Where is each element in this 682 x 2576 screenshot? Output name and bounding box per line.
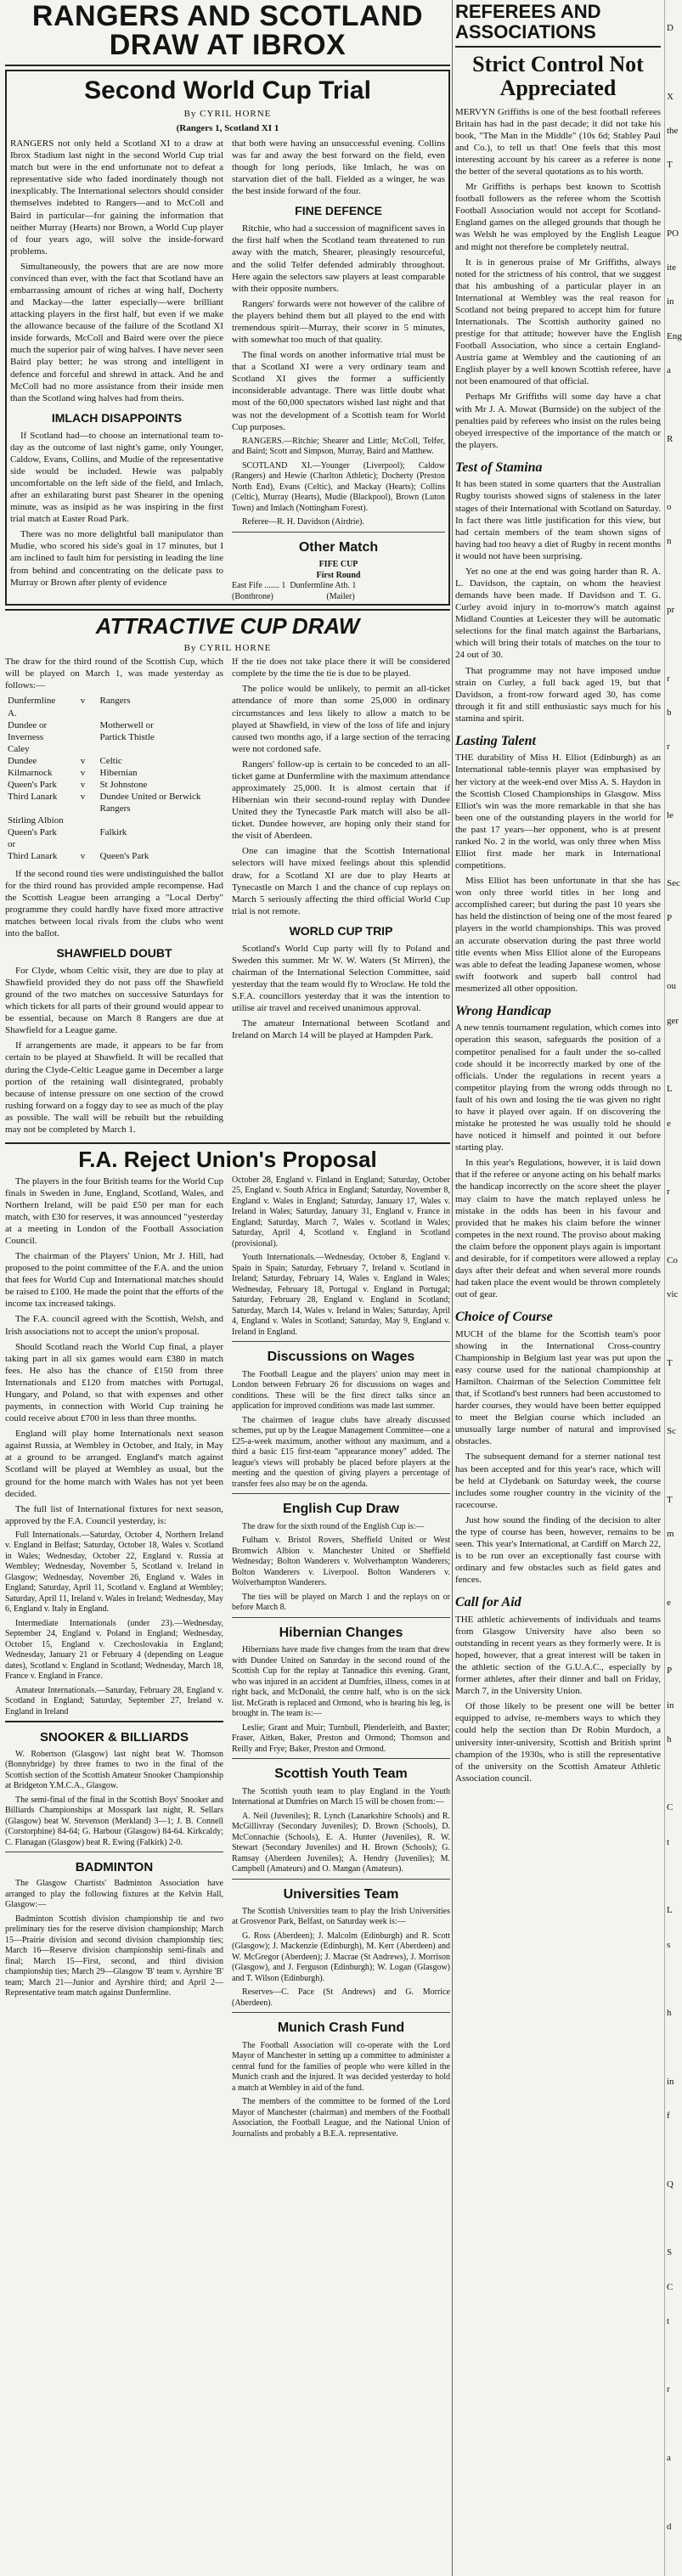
cup-tie-row — [5, 767, 223, 779]
english-cup-para: Fulham v. Bristol Rovers, Sheffield United or West Bromwich Albion v. Manchester United or Sheffield Wednesday; Bolton Wanderers v. Wolverhampton Wanderers; Bolton Wanderers v. Liverpool. Bolton Wanderers v. Wolverhampton Wanderers. — [232, 1536, 450, 1588]
cup-tie-home: Third Lanark — [8, 851, 58, 862]
divider — [232, 1758, 450, 1759]
fa-fixtures: Full Internationals.—Saturday, October 4, Northern Ireland v. England in Belfast; Saturday, October 18, Wales v. Scotland in Wales; Wednesday, October 22, England v. Russia at Wembley; Wednesday, November 5, Scotland v. Ireland in Glasgow; Wednesday, November 26, England v. Wales in England; Saturday, April 11, Scotland v. England at Wembley; Saturday, April 11, Ireland v. Wales in Ireland; Wednesday, May 6, England v. Italy in England. — [5, 1530, 223, 1615]
edge-fragment — [665, 1870, 680, 1882]
cup-tie-versus — [69, 826, 98, 850]
right-para: Perhaps Mr Griffiths will some day have a chat with Mr J. A. Mowat (Burnside) on the subject of the penalties paid by referees who insist on the rules being obeyed irrespective of the importance of the match or the players. — [455, 392, 661, 450]
right-para: MUCH of the blame for the Scottish team's poor showing in the International Cross-country Championship in Belgium last year was put upon the easy course used for the national championship at Hamilton. Chairman of the Selection Committee felt that, if Scotland's best runners had been accustomed to harder courses, they would have been better equipped to meet the Belgian course which included an unusually large number of natural and improvised obstacles. — [455, 1328, 661, 1447]
cup-tie-row — [5, 815, 223, 826]
cup-para: The police would be unlikely, to permit an all-ticket attendance of more than some 25,000 in ordinary circumstances and less likely to allow a match to be played at Shawfield, in view of the loss of life and injury caused two months ago, if a large section of the terracing were not cordoned safe. — [232, 684, 450, 754]
wc-para: If Scotland had—to choose an international team to-day as the outcome of last night's game, only Younger, Caldow, Evans, Collins, and Mudie of the representative side would be included. Hewie was palpably uncomfortable on the left side of the field, and Imlach, after an exhilarating burst past Shearer in the opening minute, was as insipid as he was inspiring in the first trial match at Easter Road Park. — [10, 430, 223, 525]
other-league: FIFE CUP — [318, 560, 358, 570]
youth-para: The Scottish youth team to play England in the Youth International at Dumfries on March 15 will be chosen from:— — [232, 1786, 450, 1807]
edge-fragment: f — [667, 2111, 670, 2122]
edge-fragment: ger — [667, 1015, 679, 1026]
right-para: In this year's Regulations, however, it is laid down that if the referee or anyone acting on his behalf marks the handicap incorrectly on the score sheet the player may claim to have the match replayed unless he mistake in the odds has been in his favour and provided that he makes his claim before the winner competes in the next round. The proviso about making the claim before the opponent plays again is important and desirable, for if competitors were allowed a replay days after their defeat and when several more rounds had taken place the event would be thrown completely out of gear. — [455, 1158, 661, 1300]
edge-fragment — [665, 2486, 680, 2498]
right-para: Miss Elliot has been unfortunate in that she has won only three world titles in her long and accomplished career; but during the past 10 years she has held the distinction of being one of the most feared players in the world championships. This was proved an accurate observation during the past three world title events when Miss Elliot alone of the Europeans was able to defeat the leading Japanese women, whose swift footwork and superb ball control had mesmerized all other opposition. — [455, 876, 661, 994]
cup-tie-away: Partick Thistle — [99, 731, 155, 742]
edge-fragment: r — [667, 1187, 670, 1198]
wc-subhead: FINE DEFENCE — [295, 204, 382, 218]
edge-fragment: r — [667, 741, 670, 753]
cup-tie-away: Falkirk — [99, 827, 127, 838]
edge-fragment: C — [667, 1802, 674, 1813]
cup-tie-versus: v — [80, 851, 86, 862]
right-body — [455, 106, 661, 1784]
right-para: That programme may not have imposed undue strain on Curley, a full back aged 19, but that Davidson, a front-row forward aged 30, has come through it fit and still enthusiastic says much for his stamina and spirit. — [455, 665, 661, 724]
cup-para: For Clyde, whom Celtic visit, they are due to play at Shawfield provided they do not pass off the Shawfield ground of the two matches on successive Saturdays for which tickets for all parts of their ground would appear to be essential, because on March 8 Rangers are due at Shawfield for a League game. — [5, 965, 223, 1036]
fa-fixtures: Intermediate Internationals (under 23).—Wednesday, September 24, England v. Poland in England; Wednesday, October 15, England v. Czechoslovakia in England; Wednesday, January 21 or February 4 (depending on League dates), Scotland v. England in Scotland; Wednesday, March 18, France v. England in France. — [5, 1618, 223, 1682]
divider — [5, 65, 450, 66]
edge-fragment: ite — [667, 262, 676, 273]
cup-para: The draw for the third round of the Scottish Cup, which will be played on March 1, was made yesterday as follows:— — [5, 657, 223, 691]
snooker-title: SNOOKER & BILLIARDS — [39, 1730, 189, 1745]
right-subhead: Call for Aid — [455, 1595, 521, 1610]
right-title: Strict Control Not Appreciated — [472, 51, 644, 101]
wc-byline: By CYRIL HORNE — [183, 109, 272, 119]
wc-col-2 — [232, 138, 445, 602]
edge-fragment: e — [667, 1597, 671, 1608]
divider — [232, 1617, 450, 1618]
main-column — [5, 0, 450, 2143]
cup-tie-versus — [69, 731, 98, 755]
edge-fragment — [665, 775, 680, 787]
right-para: A new tennis tournament regulation, which comes into operation this season, safeguards the position of a competitor penalised for a fault under the so-called code should it be incorrectly marked by one of the officials. Under the regulations in recent years a competitor playing from the wrong odds through no fault of his own and losing the tie was given no right to have it played over again. If on discovering the mistake he protested he was usually told he should have noticed it himself and pointed it out before starting play. — [455, 1023, 661, 1153]
edge-fragment: Eng — [667, 330, 682, 341]
edge-fragment: ou — [667, 981, 676, 992]
hibernian-para: Hibernians have made five changes from the team that drew with Dundee United on Saturday in the second round of the Scottish Cup for the replay at Tannadice this evening. Grant, who was injured in an accident at Dumfries, illness, comes in at right back, and McDonald, the centre half, who is on the sick list. McGrath is replaced and Ormond, who is hearing his leg, is brought in. The team is:— — [232, 1645, 450, 1719]
english-cup-para: The ties will be played on March 1 and the replays on or before March 8. — [232, 1592, 450, 1613]
edge-fragment — [665, 467, 680, 479]
edge-fragment: C — [667, 2281, 674, 2292]
cup-tie-row — [5, 695, 223, 719]
divider — [232, 1493, 450, 1494]
right-para: It has been stated in some quarters that the Australian Rugby tourists showed signs of staleness in the later stages of their International with Scotland on Saturday. In fact there was little justification for this view, but had certain members of the team shown signs of having had too heavy a diet of Rugby in recent months it would not have been surprising. — [455, 479, 661, 561]
right-subhead: Test of Stamina — [455, 459, 543, 475]
munich-para: The members of the committee to be formed of the Lord Mayor of Manchester (chairman) and members of the Football Association, the Football League, and the National Union of Journalists and probably a B.E.A. representative. — [232, 2097, 450, 2139]
edge-fragment: r — [667, 2384, 670, 2395]
badminton-para: Badminton Scottish division championship tie and two preliminary ties for the reserve division championship; March 15—Prairie division and second division championship ties; March 16—Reserve division championship semi-finals and final; March 15—First, second, and third division championship ties; March 29—Glasgow 'B' team v. Ayrshire 'B' team; March 21—Junior and Ayrshire third; and April 2—Representative team match against Dunfermline. — [5, 1914, 223, 1998]
right-para: THE durability of Miss H. Elliot (Edinburgh) as an International table-tennis player was emphasised by her victory at the week-end over Miss A. S. Haydon in the Scottish Closed Championships in Glasgow. Miss Elliot's win was the more remarkable in that she has been one of the outstanding players in the world for the past 17 years—her opponent, who is at present ranked No. 2 in the world, was only three when Miss Elliot first made her mark in International competitions. — [455, 753, 661, 871]
edge-fragment — [665, 1049, 680, 1061]
right-para: Just how sound the finding of the decision to alter the type of course has been, however, remains to be seen. This year's International, at Cardiff on March 22, is to be run over an exceptionally fast course with ordinary and few obstacles such as field gates and fences. — [455, 1514, 661, 1586]
cup-tie-away: Queen's Park — [99, 851, 149, 862]
universities-para: G. Ross (Aberdeen); J. Malcolm (Edinburgh) and R. Scott (Glasgow); J. Mackenzie (Edinburgh), M. Kerr (Aberdeen) and W. McGregor (Aberdeen); J. Macrae (St Andrews), J. Morrison (Glasgow), and J. Ferguson (Edinburgh); W. Logan (Glasgow) and T. Wilson (Edinburgh). — [232, 1931, 450, 1983]
cup-col-1 — [5, 656, 223, 1139]
edge-fragment: P — [667, 912, 673, 923]
divider — [232, 532, 445, 533]
universities-para: The Scottish Universities team to play the Irish Universities at Grosvenor Park, Belfast, on Saturday week is:— — [232, 1906, 450, 1927]
cup-tie-home: Dunfermline A. — [8, 696, 56, 719]
cup-tie-away: Hibernian — [99, 767, 138, 778]
wc-para: Simultaneously, the powers that are are now more convinced than ever, with the fact that Scotland have an embarrassing amount of riches at wing half, Docherty and Mackay—the latter especially—were brilliant attacking players in the first half, but even if we make the allowance because of the failure of the Scotland XI inside forwards, McColl and Baird were over the piece much the superior pair of wing halves. I have never seen Baird play better; he was strong and intelligent in defence and forceful and shrewd in attack. And he and McColl had no more assistance from their inside men than the Scotland wing halves had from theirs. — [10, 261, 223, 403]
english-cup-title: English Cup Draw — [283, 1502, 399, 1517]
column-rule — [452, 0, 453, 2576]
edge-fragment: T — [667, 1494, 673, 1505]
edge-fragment: PO — [667, 228, 679, 239]
cup-tie-versus: v — [80, 755, 86, 766]
cup-para: If the second round ties were undistinguished the ballot for the third round has provided ample recompense. Had the Scottish League been arranging a "Local Derby" programme they could hardly have fixed more attractive matches between local rivals from the clubs who went into the ballot. — [5, 868, 223, 939]
fa-col-1 — [5, 1175, 223, 2144]
wc-para: that both were having an unsuccessful evening. Collins was far and away the best forward on the field, even though for long periods, like Imlach, he was on starvation diet of the ball. Fielded as a winger, he was the best inside forward of the four. — [232, 138, 445, 197]
wc-para: The final words on another informative trial must be that a Scotland XI were a very ordinary team and Scotland XI gives the former a sufficiently inconsiderable advantage. There was little doubt what most of the 60,000 spectators wished last night and that was not the development of a Scottish team for World Cup purposes. — [232, 350, 445, 432]
cup-tie-row — [5, 719, 223, 731]
edge-fragment: e — [667, 1118, 671, 1129]
right-para: MERVYN Griffiths is one of the best football referees Britain has had in the past decade; it did not take his book, "The Man in the Middle" (10s 6d; Stabley Paul and Co.), to tell us that! One feels that this most interesting account by his career as a referee is none the better of the several quotations as to his worth. — [455, 106, 661, 178]
right-para: THE athletic achievements of individuals and teams from Glasgow University have also been so outstanding in recent years as they formerly were. It is hoped, however, that a great interest will be taken in the athletic section of the G.U.A.C., especially by former athletes, after their dinner and ball on Friday, March 7, in the University Union. — [455, 1614, 661, 1697]
universities-title: Universities Team — [283, 1886, 399, 1902]
edge-fragment — [665, 570, 680, 582]
youth-title: Scottish Youth Team — [274, 1767, 408, 1782]
edge-fragment: T — [667, 160, 673, 171]
edge-fragment — [665, 1322, 680, 1334]
snooker-para: W. Robertson (Glasgow) last night beat W. Thomson (Bonnybridge) by three frames to two in the final of the Scottish section of the Scottish Amateur Snooker Championship at Bridgeton Y.M.C.A., Glasgow. — [5, 1749, 223, 1790]
wages-title: Discussions on Wages — [267, 1350, 415, 1365]
cup-tie-versus: v — [80, 696, 86, 707]
cup-tie-away: Celtic — [99, 755, 122, 766]
right-subhead: Lasting Talent — [455, 733, 536, 748]
fa-col-2 — [232, 1175, 450, 2144]
edge-fragment: a — [667, 2453, 671, 2464]
edge-fragment: Co — [667, 1254, 678, 1265]
cup-para: If arrangements are made, it appears to be far from certain to be played at Shawfield. It will be recalled that during the Clyde-Celtic League game in December a large portion of the retaining wall disintegrated, probably because of intense pressure on one section of the crowd rushing forward on a foggy day to see as much of the play as possible. The wall will be rebuilt but the rebuilding may not be completed by March 1. — [5, 1040, 223, 1135]
cup-tie-home: Queen's Park — [8, 780, 57, 791]
cup-tie-versus — [69, 719, 98, 731]
right-column — [455, 0, 661, 1788]
other-match-title: Other Match — [298, 539, 379, 555]
cup-subhead: SHAWFIELD DOUBT — [56, 946, 172, 961]
divider — [232, 1879, 450, 1880]
edge-fragment: s — [667, 1939, 671, 1950]
universities-para: Reserves—C. Pace (St Andrews) and G. Morrice (Aberdeen). — [232, 1987, 450, 2008]
wc-subhead: IMLACH DISAPPOINTS — [51, 410, 183, 425]
wc-trial-article — [5, 70, 450, 606]
cup-tie-home: Third Lanark — [8, 792, 58, 803]
wages-para: The chairmen of league clubs have already discussed schemes, put up by the League Management Committee—one a £25-a-week maximum, another without any maximum, and a third a basic £15 first-team "appearance money" added. The league's views will probably be placed before players at the meeting and the question of giving players a percentage of transfer fees also may be on the agenda. — [232, 1415, 450, 1489]
cup-para: Scotland's World Cup party will fly to Poland and Sweden this summer. Mr W. W. Waters (St Mirren), the chairman of the International Selection Committee, said yesterday that the team would fly to Wroclaw. He told the S.F.A. councillors yesterday that it was the intention to utilise air travel and received unanimous approval. — [232, 943, 450, 1014]
edge-fragment — [665, 1152, 680, 1164]
fa-fixtures: Youth Internationals.—Wednesday, October 8, England v. Spain in Spain; Saturday, February 7, Ireland v. Scotland in Ireland; Saturday, February 14, Wales v. England in Wales; Wednesday, February 18, Portugal v. England in Portugal; Saturday, February 28, England v. England in Scotland; Saturday, March 14, Wales v. Ireland in Wales; Saturday, April 4, England v. Wales in Scotland; Saturday, May 9, England v. Ireland in England. — [232, 1253, 450, 1337]
right-para: Of those likely to be present one will be better equipped to advise, re-members ways to which they could help the section than Dr Robin Murdoch, a university inter-university, Scottish and British sprint champion of the 1930s, who is still the representative of the university on the Scottish Amateur Athletic Association council. — [455, 1701, 661, 1784]
divider — [232, 1341, 450, 1342]
edge-fragment: d — [667, 2521, 672, 2532]
edge-fragment — [665, 193, 680, 205]
wc-trial-title: Second World Cup Trial — [84, 76, 371, 104]
edge-fragment: vic — [667, 1288, 679, 1299]
cup-para: Rangers' follow-up is certain to be conceded to an all-ticket game at Dunfermline with the maximum attendance approximately 25,000. It is almost certain that if Hibernian win their second-round replay with Dundee United they the Tynecastle Park match will also be all-ticket. Dundee however, are hoping only their stand for the visit of Aberdeen. — [232, 758, 450, 842]
edge-fragment — [665, 1631, 680, 1643]
cup-draw-title: ATTRACTIVE CUP DRAW — [95, 613, 360, 640]
edge-fragment: in — [667, 1699, 674, 1711]
edge-fragment — [665, 1767, 680, 1779]
cup-tie-home: Stirling Albion — [8, 815, 64, 826]
banner-headline: RANGERS AND SCOTLAND DRAW AT IBROX — [31, 0, 424, 61]
right-subhead: Choice of Course — [455, 1310, 553, 1325]
edge-fragment: n — [667, 536, 672, 547]
edge-fragment: m — [667, 1529, 674, 1540]
edge-fragment — [665, 2144, 680, 2156]
cup-tie-row — [5, 826, 223, 850]
clipped-adjacent-column — [664, 0, 680, 2576]
fa-para: The players in the four British teams for the World Cup finals in Sweden in June, England, Scotland, Wales, and Northern Ireland, will be paid £50 per man for each match, with £30 for reserves, it was announced "yesterday at a meeting in London of the Football Association Council. — [5, 1175, 223, 1247]
wc-body — [10, 138, 445, 602]
edge-fragment: P — [667, 1666, 673, 1677]
hibernian-para: Leslie; Grant and Muir; Turnbull, Plenderleith, and Baxter; Fraser, Aitken, Baker, Preston and Ormond; Thomson and Reilly and Frye; Baker, Preston and Ormond. — [232, 1722, 450, 1754]
fa-fixtures: Amateur Internationals.—Saturday, February 28, England v. Scotland in England; Saturday, September 27, Ireland v. England in Ireland — [5, 1685, 223, 1716]
edge-fragment — [665, 946, 680, 958]
fa-para: The full list of International fixtures for next season, approved by the F.A. Council yesterday, is: — [5, 1503, 223, 1526]
cup-tie-away: St Johnstone — [99, 780, 148, 791]
cup-tie-away: Dundee United or Berwick Rangers — [99, 792, 201, 815]
cup-tie-versus: v — [80, 767, 86, 778]
cup-tie-away — [98, 815, 223, 826]
badminton-title: BADMINTON — [75, 1860, 154, 1874]
edge-fragment: h — [667, 1733, 672, 1745]
cup-ties-table — [5, 695, 223, 862]
cup-para: One can imagine that the Scottish International selectors will have mixed feelings about this splendid draw, for a Scotland XI are due to play Hearts at Tynecastle on March 1 and the chance of cup replays on March 5 seriously affecting the third official World Cup trial is not remote. — [232, 846, 450, 916]
right-subhead: Wrong Handicap — [455, 1003, 552, 1018]
edge-fragment: R — [667, 433, 674, 444]
munich-para: The Football Association will co-operate with the Lord Mayor of Manchester in setting up a committee to administer a central fund for the families of people who were killed in the Munich crash and the injured. It was decided yesterday to hold a match at Wembley in aid of the fund. — [232, 2040, 450, 2093]
snooker-para: The semi-final of the final in the Scottish Boys' Snooker and Billiards Championships at Mosspark last night, R. Sellars (Glasgow) beat W. Stevenson (Merkland) 3—1; J. B. Connell (Corstorphine) 84-64; G. Harbour (Glasgow) 84-64. Kirkcaldy; C. Flanagan (Glasgow) beat R. Ewing (Falkirk) 2-0. — [5, 1795, 223, 1847]
english-cup-para: The draw for the sixth round of the English Cup is:— — [242, 1521, 425, 1531]
divider — [232, 2012, 450, 2013]
fa-para: England will play home Internationals next season against Russia, at Wembley in October, and Italy, in May at a ground to be arranged. England's match against Scotland will be played at Wembley as usual, but the ground for the home match with Wales has not yet been decided. — [5, 1429, 223, 1499]
edge-fragment: t — [667, 2315, 670, 2326]
edge-fragment — [665, 843, 680, 855]
edge-fragment — [665, 2418, 680, 2430]
edge-fragment: T — [667, 1357, 673, 1368]
wages-para: The Football League and the players' union may meet in London between February 26 for discussions on wages and conditions. These will be the first direct talks since an application for improved conditions was made last summer. — [232, 1369, 450, 1412]
edge-fragment: in — [667, 296, 674, 307]
youth-para: A. Neil (Juveniles); R. Lynch (Lanarkshire Schools) and R. McGillivray (Secondary Juveniles); D. Brown (Schools), D. McConnachie (Schools), E. A. Hunter (Juveniles), R. W. Stewart (Secondary Juveniles) and H. Brown (Schools); G. Ramsay (Aberdeen Juveniles); A. Hendry (Juveniles); M. Campbell (Amateurs) and O. Mangan (Amateurs). — [232, 1811, 450, 1874]
edge-fragment — [665, 1220, 680, 1232]
fa-para: The chairman of the Players' Union, Mr J. Hill, had proposed to the point committee of the F.A. and the union that fees for World Cup and International matches should be raised to £100. He made the point that the efforts of the income tax increased takings. — [5, 1251, 223, 1310]
edge-fragment: S — [667, 2247, 673, 2258]
right-para: The subsequent demand for a sterner national test has been accepted and for this year's race, which will be held at Clydebank on Saturday week, the course includes some rougher country in the vicinity of the racecourse. — [455, 1451, 661, 1510]
wc-team-rangers: RANGERS.—Ritchie; Shearer and Little; McColl, Telfer, and Baird; Scott and Simpson, Murray, Baird and Matthew. — [232, 436, 445, 457]
edge-fragment: le — [667, 809, 674, 820]
cup-tie-away: Rangers — [99, 696, 131, 707]
cup-tie-versus — [69, 815, 98, 826]
cup-tie-versus: v — [80, 780, 86, 791]
edge-fragment: X — [667, 91, 674, 102]
edge-fragment: t — [667, 1836, 670, 1847]
cup-tie-row — [5, 755, 223, 767]
cup-tie-versus: v — [80, 792, 86, 803]
divider — [455, 46, 661, 48]
wc-para: RANGERS not only held a Scotland XI to a draw at Ibrox Stadium last night in the second World Cup trial match but were in the end unfortunate not to defeat a representative side who faded inordinately though not inexplicably. The International selectors should consider themselves indebted to Rangers—and to McColl and Baird in particular—for gaining the information that neither Murray (Hearts) nor Brown, a World Cup player of four years ago, will solve the inside-forward problems. — [10, 138, 223, 256]
right-para: Yet no one at the end was going harder than R. A. L. Davidson, the captain, on whom the heaviest demands have been made. If Davidson and T. G. Curley avoid injury in to-morrow's match against Midland Counties at Leicester they will be automatic selections for the final match against the Barbarians, which will bring their totals of matches on the tour to 24 out of 30. — [455, 566, 661, 661]
right-para: It is in generous praise of Mr Griffiths, always noted for the strictness of his control, that we suggest that his ambushing of a particular player in an International at Wembley was the real reason for Scotland not being prepared to accept him for future Internationals. The Scottish authority gained no prestige for that attitude; however have the English Football Association, who since a certain England-Austria game at Wembley and the cautioning of an English player by a well known Scottish referee, have not been enamoured of that official. — [455, 256, 661, 387]
hibernian-title: Hibernian Changes — [279, 1625, 403, 1640]
wc-referee: Referee—R. H. Davidson (Airdrie). — [242, 517, 364, 527]
cup-subhead: WORLD CUP TRIP — [289, 923, 393, 938]
munich-title: Munich Crash Fund — [277, 2021, 405, 2036]
edge-fragment — [665, 398, 680, 410]
cup-tie-row — [5, 850, 223, 862]
cup-tie-home: Queen's Park or — [8, 827, 57, 850]
fa-body — [5, 1175, 450, 2144]
other-result: East Fife ....... 1 Dunfermline Ath. 1 — [232, 581, 357, 591]
other-result-note: (Bonthrone) (Mailer) — [232, 591, 355, 601]
edge-fragment: L — [667, 1905, 673, 1916]
wc-para: Ritchie, who had a succession of magnificent saves in the first half when the Scotland team threatened to run away with the match, Shearer, pleasingly resourceful, and the solid Telfer defended admirably throughout. Here again the selectors saw players at least comparable with their opposite numbers. — [232, 223, 445, 294]
edge-fragment — [665, 1391, 680, 1403]
edge-fragment — [665, 1459, 680, 1471]
cup-tie-away: Motherwell or — [99, 719, 154, 730]
cup-para: If the tie does not take place there it will be considered complete by the time the tie is due to be played. — [232, 657, 450, 679]
badminton-para: The Glasgow Chartists' Badminton Association have arranged to play the following fixtures at the Kelvin Hall, Glasgow:— — [5, 1879, 223, 1910]
edge-fragment — [665, 1562, 680, 1574]
wc-score: (Rangers 1, Scotland XI 1 — [176, 122, 279, 133]
edge-fragment — [665, 638, 680, 650]
cup-tie-home: Dundee — [8, 755, 37, 766]
edge-fragment: Q — [667, 2179, 674, 2190]
cup-byline: By CYRIL HORNE — [183, 642, 272, 653]
fa-title: F.A. Reject Union's Proposal — [78, 1147, 377, 1173]
divider — [5, 1142, 450, 1144]
edge-fragment: a — [667, 364, 671, 375]
edge-fragment — [665, 2042, 680, 2054]
edge-fragment: D — [667, 23, 674, 33]
cup-tie-row — [5, 779, 223, 791]
edge-fragment: Sec — [667, 878, 680, 889]
edge-fragment: o — [667, 502, 672, 513]
fa-fixtures: October 28, England v. Finland in England; Saturday, October 25, England v. South Africa in England; Saturday, November 8, England v. Wales in England; Saturday, January 17, Wales v. Ireland in Wales; Saturday, January 31, England v. France in England; Saturday, March 7, Wales v. Scotland in Wales; Saturday, April 4, Scotland v. England in Scotland (provisional). — [232, 1175, 450, 1249]
edge-fragment: r — [667, 673, 670, 684]
wc-para: There was no more delightful ball manipulator than Mudie, who scored his side's goal in 17 minutes, but I am inclined to fault him for persisting in leading the line from behind and concentrating on the delicate pass to Murray or Brown after plenty of evidence — [10, 529, 223, 588]
cup-body — [5, 656, 450, 1139]
edge-fragment: L — [667, 1084, 673, 1095]
edge-fragment: the — [667, 125, 679, 136]
edge-fragment: in — [667, 2076, 674, 2087]
wc-para: Rangers' forwards were not however of the calibre of the players behind them but all played to the end with tremendous spirit—Murray, their scorer in 5 minutes, with somewhat too much of that quality. — [232, 298, 445, 346]
cup-tie-row — [5, 731, 223, 755]
edge-fragment: h — [667, 2008, 672, 2019]
cup-tie-row — [5, 791, 223, 815]
edge-fragment — [665, 2212, 680, 2224]
fa-para: Should Scotland reach the World Cup final, a player taking part in all six games would earn £380 in match fees. He also has the chance of £150 from three Internationals and £120 from matches with Portugal, Hungary, and Poland, so that with expenses and other payments, in connection with World Cup training he could receive about £700 in less than three months. — [5, 1341, 223, 1424]
edge-fragment: Sc — [667, 1426, 676, 1437]
right-header: REFEREES AND ASSOCIATIONS — [455, 1, 601, 42]
divider — [5, 1721, 223, 1722]
wc-team-scotland: SCOTLAND XI.—Younger (Liverpool); Caldow (Rangers) and Hewie (Charlton Athletic); Docherty (Preston North End), Evans (Celtic), and Mackay (Hearts); Collins (Celtic), Murray (Hearts), Mudie (Blackpool), Brown (Luton Town) and Imlach (Nottingham Forest). — [232, 460, 445, 513]
wc-col-1 — [10, 138, 223, 602]
edge-fragment — [665, 56, 680, 68]
edge-fragment: pr — [667, 605, 675, 616]
cup-para: The amateur International between Scotland and Ireland on March 14 will be played at Hampden Park. — [232, 1018, 450, 1041]
edge-fragment: b — [667, 707, 672, 718]
right-para: Mr Griffiths is perhaps best known to Scottish football followers as the referee whom the Scottish Football Association would not accept for Scotland-England games on the alleged grounds that though he was Welsh he was employed by the English League and might not therefore be completely neutral. — [455, 182, 661, 252]
divider — [5, 609, 450, 611]
edge-fragment — [665, 1973, 680, 1985]
cup-col-2 — [232, 656, 450, 1139]
fa-para: The F.A. council agreed with the Scottish, Welsh, and Irish associations not to accept the union's proposal. — [5, 1314, 223, 1337]
other-round: First Round — [316, 570, 361, 580]
cup-tie-home: Dundee or — [8, 719, 48, 730]
cup-tie-home: Kilmarnock — [8, 767, 53, 778]
edge-fragment — [665, 2349, 680, 2361]
cup-tie-home: Inverness Caley — [8, 731, 44, 754]
